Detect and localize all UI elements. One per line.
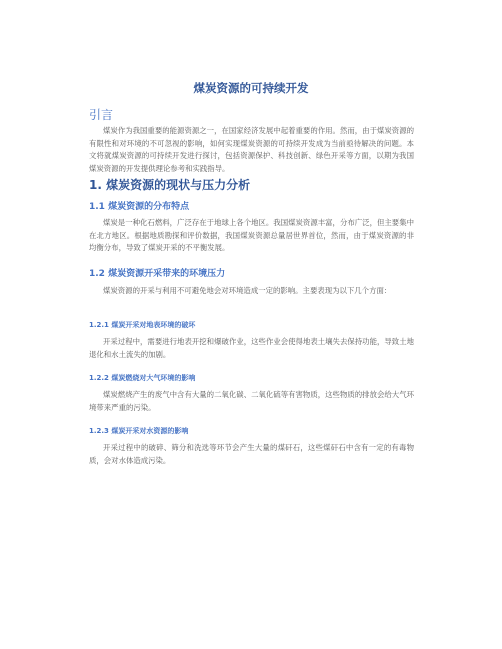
section-1-2-3-heading: 1.2.3 煤炭开采对水资源的影响	[89, 427, 189, 435]
section-1-2-2-paragraph: 煤炭燃烧产生的废气中含有大量的二氧化碳、二氧化硫等有害物质，这些物质的排放会给大气环境带来严重的污染。	[89, 390, 414, 412]
section-1-2-heading: 1.2 煤炭资源开采带来的环境压力	[89, 269, 226, 279]
section-1-2-1-paragraph: 开采过程中，需要进行地表开挖和爆破作业，这些作业会使得地表土壤失去保持功能，导致土地退化和水土流失的加剧。	[89, 337, 414, 359]
section-1-2-paragraph: 煤炭资源的开采与利用不可避免地会对环境造成一定的影响。主要表现为以下几个方面：	[103, 286, 392, 295]
intro-heading: 引言	[89, 108, 114, 122]
section-1-heading: 1. 煤炭资源的现状与压力分析	[89, 178, 251, 192]
section-1-1-heading: 1.1 煤炭资源的分布特点	[89, 202, 190, 212]
section-1-2-1-heading: 1.2.1 煤炭开采对地表环境的破坏	[89, 321, 196, 329]
document-title: 煤炭资源的可持续开发	[193, 81, 309, 95]
section-1-1-paragraph: 煤炭是一种化石燃料，广泛存在于地球上各个地区。我国煤炭资源丰富，分布广泛，但主要集中在北方地区。根据地质勘探和评价数据，我国煤炭资源总量居世界首位，然而，由于煤炭资源的非均衡分布，导致了煤炭开采的不平衡发展。	[89, 218, 414, 252]
intro-paragraph: 煤炭作为我国重要的能源资源之一，在国家经济发展中起着重要的作用。然而，由于煤炭资源的有限性和对环境的不可忽视的影响，如何实现煤炭资源的可持续开发成为当前亟待解决的问题。本文将就煤炭资源的可持续开发进行探讨，包括资源保护、科技创新、绿色开采等方面，以期为我国煤炭资源的开发提供理论参考和实践指导。	[89, 126, 414, 173]
section-1-2-2-heading: 1.2.2 煤炭燃烧对大气环境的影响	[89, 374, 196, 382]
section-1-2-3-paragraph: 开采过程中的破碎、筛分和洗选等环节会产生大量的煤矸石，这些煤矸石中含有一定的有毒物质，会对水体造成污染。	[89, 443, 414, 465]
